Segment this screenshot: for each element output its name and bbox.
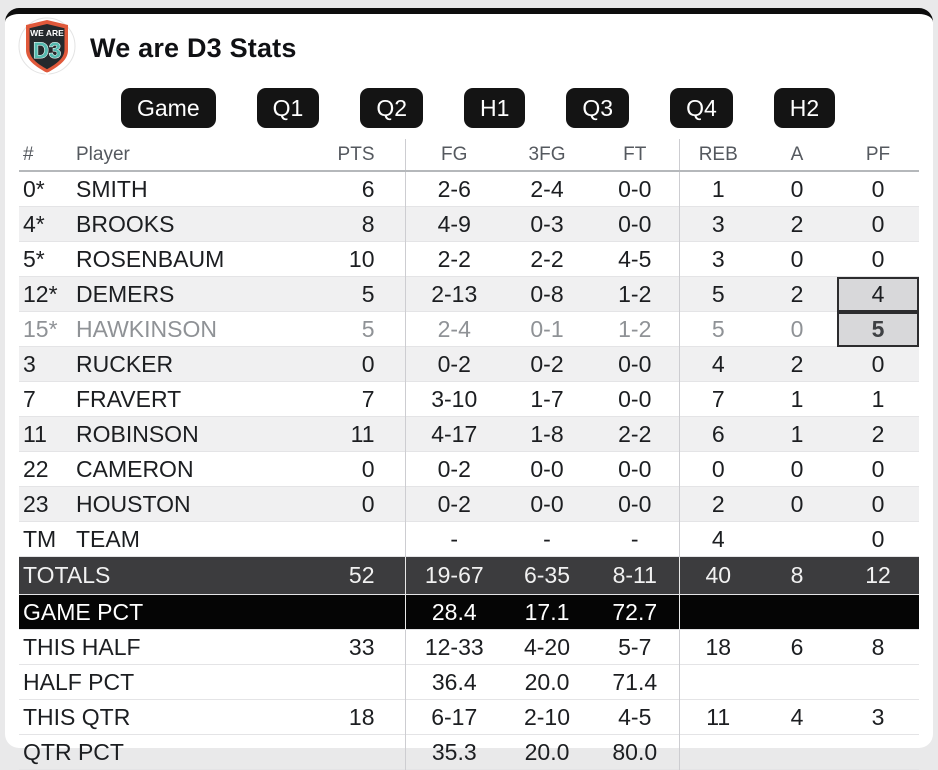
- app-header: [5, 14, 933, 80]
- page-title: We are D3 Stats: [90, 32, 297, 63]
- tab-h2[interactable]: H2: [774, 88, 835, 128]
- this-qtr-label: THIS QTR: [23, 703, 131, 730]
- this-qtr-row: THIS QTR 18 6-17 2-10 4-5 11 4 3: [19, 700, 919, 735]
- half-pct-row: HALF PCT 36.4 20.0 71.4: [19, 665, 919, 700]
- player-row-fravert: 7 FRAVERT 7 3-10 1-7 0-0 7 1 1: [19, 382, 919, 417]
- column-header-player: Player: [75, 139, 237, 171]
- tab-q4[interactable]: Q4: [670, 88, 733, 128]
- tab-game[interactable]: Game: [121, 88, 216, 128]
- tab-q3[interactable]: Q3: [566, 88, 629, 128]
- column-header-ft: FT: [591, 139, 679, 171]
- totals-row: TOTALS 52 19-67 6-35 8-11 40 8 12: [19, 557, 919, 595]
- player-row-rucker: 3 RUCKER 0 0-2 0-2 0-0 4 2 0: [19, 347, 919, 382]
- box-score-table: [19, 139, 919, 770]
- column-header-pf: PF: [837, 139, 919, 171]
- totals-label: TOTALS: [23, 562, 111, 588]
- qtr-pct-label: QTR PCT: [23, 738, 124, 765]
- column-header-3fg: 3FG: [503, 139, 591, 171]
- game-pct-label: GAME PCT: [23, 598, 144, 625]
- player-row-hawkinson: 15* HAWKINSON 5 2-4 0-1 1-2 5 0 5: [19, 312, 919, 347]
- qtr-pct-row: QTR PCT 35.3 20.0 80.0: [19, 735, 919, 770]
- column-header-num: #: [19, 139, 75, 171]
- team-row: TM TEAM - - - 4 0: [19, 522, 919, 557]
- column-header-pts: PTS: [237, 139, 405, 171]
- this-half-row: THIS HALF 33 12-33 4-20 5-7 18 6 8: [19, 630, 919, 665]
- player-row-cameron: 22 CAMERON 0 0-2 0-0 0-0 0 0 0: [19, 452, 919, 487]
- this-half-label: THIS HALF: [23, 633, 141, 660]
- column-header-reb: REB: [679, 139, 757, 171]
- player-row-brooks: 4* BROOKS 8 4-9 0-3 0-0 3 2 0: [19, 207, 919, 242]
- foul-warning-cell: 4: [837, 277, 919, 312]
- column-header-a: A: [757, 139, 837, 171]
- game-pct-row: GAME PCT 28.4 17.1 72.7: [19, 595, 919, 630]
- column-header-row: [19, 139, 919, 171]
- svg-text:WE ARE: WE ARE: [30, 28, 64, 38]
- player-row-houston: 23 HOUSTON 0 0-2 0-0 0-0 2 0 0: [19, 487, 919, 522]
- period-tabs: [5, 80, 933, 138]
- fouled-out-cell: 5: [837, 312, 919, 347]
- column-header-fg: FG: [405, 139, 503, 171]
- player-row-rosenbaum: 5* ROSENBAUM 10 2-2 2-2 4-5 3 0 0: [19, 242, 919, 277]
- svg-text:D3: D3: [32, 38, 62, 63]
- player-row-smith: 0* SMITH 6 2-6 2-4 0-0 1 0 0: [19, 171, 919, 207]
- stats-card: [5, 8, 933, 765]
- tab-h1[interactable]: H1: [464, 88, 525, 128]
- player-row-robinson: 11 ROBINSON 11 4-17 1-8 2-2 6 1 2: [19, 417, 919, 452]
- tab-q1[interactable]: Q1: [257, 88, 320, 128]
- tab-q2[interactable]: Q2: [360, 88, 423, 128]
- we-are-d3-logo-icon: [17, 15, 77, 77]
- player-row-demers: 12* DEMERS 5 2-13 0-8 1-2 5 2 4: [19, 277, 919, 312]
- half-pct-label: HALF PCT: [23, 668, 135, 695]
